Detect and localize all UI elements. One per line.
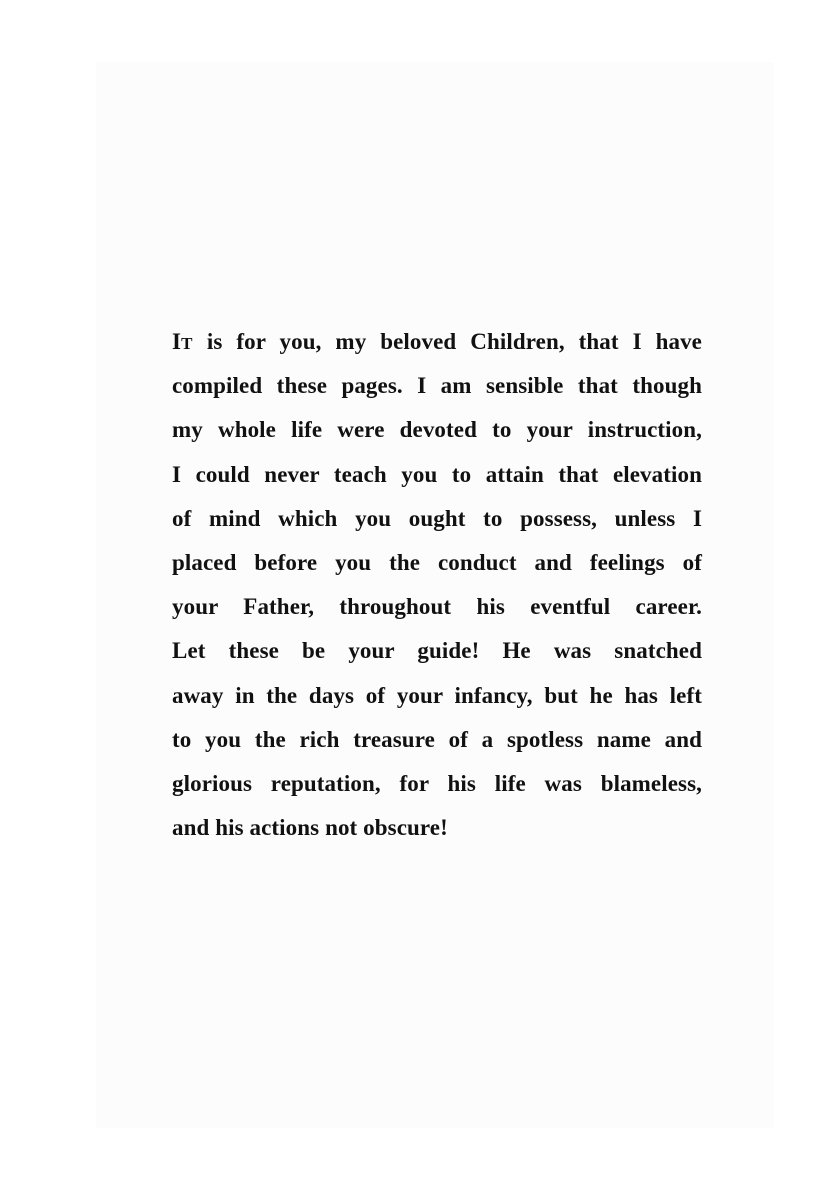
text-line-2: compiled these pages. I am sensible that though [172, 373, 702, 399]
first-line-text: is for you, my beloved Children, that I have [192, 329, 702, 354]
text-line-10: to you the rich treasure of a spotless name and [172, 726, 702, 752]
opening-smallcap: T [181, 334, 193, 353]
text-line-8: Let these be your guide! He was snatched [172, 638, 702, 664]
opening-initial: I [172, 329, 182, 354]
text-line-5: of mind which you ought to possess, unless I [172, 505, 702, 531]
text-line-3: my whole life were devoted to your instruction, [172, 417, 702, 443]
text-line-12: and his actions not obscure! [172, 815, 448, 841]
text-line-6: placed before you the conduct and feelings of [172, 549, 702, 575]
text-line-7: your Father, throughout his eventful career. [172, 594, 702, 620]
text-line-4: I could never teach you to attain that elevation [172, 461, 702, 487]
text-line-1 [172, 320, 702, 364]
dedication-paragraph [172, 320, 702, 850]
text-line-9: away in the days of your infancy, but he has left [172, 682, 702, 708]
text-line-11: glorious reputation, for his life was blameless, [172, 770, 702, 796]
